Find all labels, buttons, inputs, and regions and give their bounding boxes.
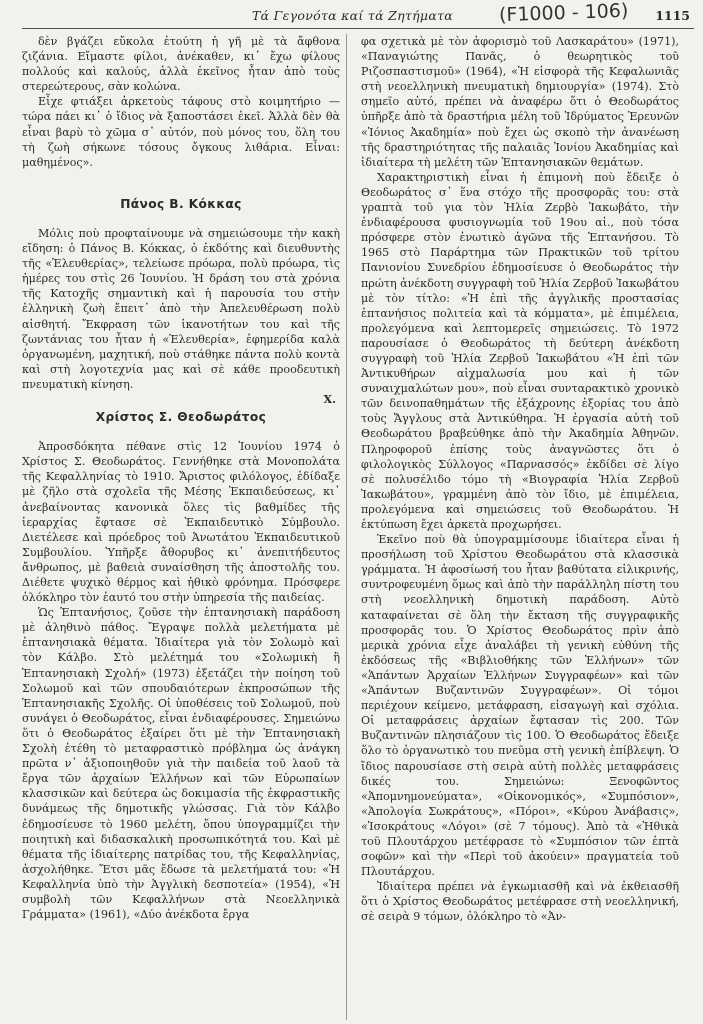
- paragraph: Εἶχε φτιάξει ἀρκετοὺς τάφους στὸ κοιμητήριο — τώρα πάει κι᾿ ὁ ἴδιος νὰ ξαποστάσει ἐκεῖ. Ἀλλὰ δὲν θὰ εἶναι βαρὺ τὸ χῶμα σ᾿ αὐτόν, ποὺ μόνος του, ὅλη του τὴ ζωὴ σήκωνε τόσους ὄγκους λιθάρια. Εἶναι: μαθημένος».: [22, 95, 340, 169]
- paragraph: Ὡς Ἑπτανήσιος, ζοῦσε τὴν ἑπτανησιακὴ παράδοση μὲ ἀληθινὸ πάθος. Ἔγραψε πολλὰ μελετήματα μὲ ἑπτανησιακὰ θέματα. Ἰδιαίτερα γιὰ τὸν Σολωμὸ καὶ τὸν Κάλβο. Στὸ μελέτημά του «Σολωμικὴ ἢ Ἑπτανησιακὴ Σχολή» (1973) ἐξετάζει τὴν ποίηση τοῦ Σολωμοῦ καὶ τῶν σπουδαιότερων ἐκπροσώπων τῆς Ἑπτανησιακῆς Σχολῆς. Οἱ ὑποθέσεις τοῦ Σολωμοῦ, ποὺ συνάγει ὁ Θεοδωράτος, εἶναι ἐνδιαφέρουσες. Σημειώνω ὅτι ὁ Θεοδωράτος ἐξαίρει ὅτι μὲ τὴν Ἑπτανησιακὴ Σχολὴ ἐτέθη τὸ μεταφραστικὸ πρόβλημα ὡς ἀνάγκη πρῶτα ν᾿ ἀξιοποιηθοῦν γιὰ τὴν παιδεία τοῦ λαοῦ τὰ ἔργα τῶν ἀρχαίων Ἑλλήνων καὶ τῶν Εὐρωπαίων κλασσικῶν καὶ δεύτερα ὡς δοκιμασία τῆς ἐκφραστικῆς δυνάμεως τῆς δημοτικῆς γλώσσας. Γιὰ τὸν Κάλβο ἐδημοσίευσε τὸ 1960 μελέτη, ὅπου ὑπογραμμίζει τὴν ποιητικὴ καὶ διδασκαλικὴ προσωπικότητά του. Καὶ μὲ θέματα τῆς ἰδιαίτερης πατρίδας του, τῆς Κεφαλληνίας, ἀσχολήθηκε. Ἔτσι μᾶς ἔδωσε τὰ μελετήματά του: «Ἡ Κεφαλληνία ὑπὸ τὴν Ἀγγλικὴ δεσποτεία» (1954), «Ἡ συμβολὴ τῶν Κεφαλλήνων στὰ Νεοελληνικὰ Γράμματα» (1961), «Δύο ἀνέκδοτα ἔργα: [22, 606, 340, 922]
- paragraph: Ἰδιαίτερα πρέπει νὰ ἐγκωμιασθῆ καὶ νὰ ἐκθειασθῆ ὅτι ὁ Χρίστος Θεοδωράτος μετέφρασε στὴ νεοελληνική, σὲ σειρὰ 9 τόμων, ὁλόκληρο τὸ «Ἀν-: [361, 880, 679, 924]
- paragraph: φα σχετικὰ μὲ τὸν ἀφορισμὸ τοῦ Λασκαράτου» (1971), «Παναγιώτης Πανᾶς, ὁ θεωρητικὸς τοῦ Ριζοσπαστισμοῦ» (1964), «Ἡ εἰσφορὰ τῆς Κεφαλωνιᾶς στὴ νεοελληνικὴ πνευματικὴ δημιουργία» (1974). Στὸ σημεῖο αὐτό, πρέπει νὰ ἀναφέρω ὅτι ὁ Θεοδωράτος ὑπῆρξε ἀπὸ τὰ δραστήρια μέλη τοῦ Ἱδρύματος Ἐρευνῶν «Ἰόνιος Ἀκαδημία» ποὺ ἔχει ὡς σκοπὸ τὴν ἀνανέωση τῆς δραστηριότητας τῆς παλαιᾶς Ἰονίου Ἀκαδημίας καὶ ἰδιαίτερα τὴ μελέτη τῶν Ἑπτανησιακῶν θεμάτων.: [361, 35, 679, 169]
- author-signature: Χ.: [323, 392, 336, 406]
- obituary-heading-kokkas: Πάνος Β. Κόκκας: [120, 196, 242, 211]
- paragraph: δὲν βγάζει εὔκολα ἐτούτη ἡ γῆ μὲ τὰ ἄφθονα ζιζάνια. Εἴμαστε φίλοι, ἀνέκαθεν, κι᾿ ἔχω φίλους πολλούς καὶ καλούς, ἀλλὰ ἐκεῖνος ἦταν ἀπὸ τοὺς στερεώτερους, σὰν κολώνα.: [22, 35, 340, 94]
- right-column: [361, 34, 679, 1020]
- paragraph: Μόλις ποὺ προφταίνουμε νὰ σημειώσουμε τὴν κακὴ εἴδηση: ὁ Πάνος Β. Κόκκας, ὁ ἐκδότης καὶ διευθυντὴς τῆς «Ἐλευθερίας», τελείωσε πρόωρα, πολὺ πρόωρα, τὶς ἡμέρες του στὶς 26 Ἰουνίου. Ἡ δράση του στὰ χρόνια τῆς Κατοχῆς σημαντικὴ καὶ ἡ παρουσία του στὴν ἑλληνικὴ ζωὴ ἔπειτ᾿ ἀπὸ τὴν Ἀπελευθέρωση πολὺ αἰσθητή. Ἔκφραση τῶν ἱκανοτήτων του καὶ τῆς ζωντάνιας του ἦταν ἡ «Ἐλευθερία», ἐφημερίδα καλὰ ὀργανωμένη, μαχητική, ποὺ στάθηκε πάντα πολὺ κοντὰ καὶ στὴ λογοτεχνία μας καὶ σὲ κάθε προοδευτικὴ πνευματικὴ κίνηση.: [22, 226, 340, 391]
- paragraph: Χαρακτηριστικὴ εἶναι ἡ ἐπιμονὴ ποὺ ἔδειξε ὁ Θεοδωράτος σ᾿ ἕνα στόχο τῆς προσφορᾶς του: στὰ γραπτὰ τοῦ για τὸν Ἠλία Ζερβὸ Ἰακωβάτο, τὴν ἐνδιαφέρουσα φυσιογνωμία τοῦ 19ου αἰ., ποὺ τόσα πρόσφερε στὸν ἑνωτικὸ ἀγῶνα τῆς Ἑπτανήσου. Τὸ 1965 στὸ Παράρτημα τῶν Πρακτικῶν τοῦ τρίτου Πανιονίου Συνεδρίου ἐδημοσίευσε ὁ Θεοδωράτος τὴν πρώτη ἀνέκδοτη συγγραφὴ τοῦ Ἠλία Ζερβοῦ Ἰακωβάτου μὲ τὸν τίτλο: «Ἡ ἐπὶ τῆς ἀγγλικῆς προστασίας ἑπτανήσιος πολιτεία καὶ τὰ κόμματα», μὲ ἐπιμέλεια, προλεγόμενα καὶ λεπτομερεῖς σημειώσεις. Τὸ 1972 παρουσίασε ὁ Θεοδωράτος τὴ δεύτερη ἀνέκδοτη συγγραφὴ τοῦ Ἠλία Ζερβοῦ Ἰακωβάτου «Ἡ ἐπὶ τῶν Ἀντικυθήρων αἰχμαλωσία μου καὶ ἡ τῶν συναιχμαλώτων μου», ποὺ εἶναι συνταρακτικὸ χρονικὸ τῶν δεινοπαθημάτων τῆς ἐξάχρονης ἐξορίας του ἀπὸ τοὺς Ἄγγλους στὰ Ἀντικύθηρα. Ἡ ἐργασία αὐτὴ τοῦ Θεοδωράτου βραβεύθηκε ἀπὸ τὴν Ἀκαδημία Ἀθηνῶν. Πληροφοροῦ ἐπίσης τοὺς ἀναγνῶστες ὅτι ὁ φιλολογικὸς Σύλλογος «Παρνασσός» ἐκδίδει σὲ λίγο σὲ πολυσέλιδο τόμο τὴ «Βιογραφία Ἠλία Ζερβοῦ Ἰακωβάτου», γραμμένη ἀπὸ τὸν ἴδιο, μὲ ἐπιμέλεια, προλεγόμενα καὶ σημειώσεις τοῦ Θεοδωράτου. Ἡ ἐκτύπωση ἔχει ἀρκετὰ προχωρήσει.: [361, 170, 679, 531]
- page-number: 1115: [655, 8, 690, 23]
- column-divider: [346, 34, 347, 1020]
- paragraph: Ἀπροσδόκητα πέθανε στὶς 12 Ἰουνίου 1974 ὁ Χρίστος Σ. Θεοδωράτος. Γεννήθηκε στὰ Μονοπολάτα τῆς Κεφαλληνίας τὸ 1910. Ἄριστος φιλόλογος, ἐδίδαξε μὲ ζῆλο στὰ σχολεῖα τῆς Μέσης Ἐκπαιδεύσεως, κι᾿ ἀνεβαίνοντας κανονικὰ ὅλες τὶς βαθμίδες τῆς ἱεραρχίας ἔφτασε σὲ Ἐκπαιδευτικὸ Σύμβουλο. Διετέλεσε καὶ πρόεδρος τοῦ Ἀνωτάτου Ἐκπαιδευτικοῦ Συμβουλίου. Ὑπῆρξε ἄθορυβος κι᾿ ἀνεπιτήδευτος ἄνθρωπος, μὲ βαθειὰ συναίσθηση τῆς ἀποστολῆς του. Διέθετε ψυχικὸ θέρμος καὶ ἠθικὸ φρόνημα. Πρόσφερε ὁλόκληρο τὸν ἑαυτό του στὴν ὑπηρεσία τῆς παιδείας.: [22, 440, 340, 605]
- handwritten-note: (F1000 - 106): [498, 0, 629, 27]
- running-title: Τά Γεγονότα καί τά Ζητήματα: [252, 8, 454, 23]
- obituary-heading-theodoratos: Χρίστος Σ. Θεοδωράτος: [95, 410, 267, 425]
- running-header: [22, 0, 694, 29]
- paragraph: Ἐκεῖνο ποὺ θὰ ὑπογραμμίσουμε ἰδιαίτερα εἶναι ἡ προσήλωση τοῦ Χρίστου Θεοδωράτου στὰ κλασσικὰ γράμματα. Ἡ ἀφοσίωσή του ἦταν βαθύτατα εἰλικρινής, συντροφευμένη ὅμως καὶ ἀπὸ τὴν παράλληλη πίστη του στὴ νεοελληνικὴ δημοτικὴ παράδοση. Αὐτὸ καταφαίνεται σὲ ὅλη τὴν ἔκταση τῆς συγγραφικῆς προσφορᾶς του. Ὁ Χρίστος Θεοδωράτος πρὶν ἀπὸ μερικὰ χρόνια εἶχε ἀναλάβει τὴ γενικὴ εὐθύνη τῆς ἐκδόσεως τῆς «Βιβλιοθήκης τῶν Ἑλλήνων» τῶν «Ἁπάντων Ἀρχαίων Ἑλλήνων Συγγραφέων» καὶ τῶν «Ἁπάντων Βυζαντινῶν Συγγραφέων». Οἱ τόμοι περιέχουν κείμενο, μετάφραση, εἰσαγωγὴ καὶ σχόλια. Οἱ μεταφράσεις ἀρχαίων ἔφτασαν τὶς 200. Τῶν Βυζαντινῶν πλησιάζουν τὶς 100. Ὁ Θεοδωράτος ἔδειξε ὅλο τὸ ὀργανωτικὸ του πνεῦμα στὴ γενικὴ ἐπίβλεψη. Ὁ ἴδιος παρουσίασε στὴ σειρὰ αὐτὴ πολλὲς μεταφράσεις δικές του. Σημειώνω: Ξενοφῶντος «Ἀπομνημονεύματα», «Οἰκονομικός», «Συμπόσιον», «Ἀπολογία Σωκράτους», «Πόροι», «Κύρου Ἀνάβασις», «Ἰσοκράτους «Λόγοι» (σὲ 7 τόμους). Ἀπὸ τὰ «Ἠθικὰ τοῦ Πλουτάρχου μετέφρασε τὸ «Συμπόσιον τῶν ἑπτὰ σοφῶν» καὶ τὴν «Περὶ τοῦ ἀκούειν» πραγματεία τοῦ Πλουτάρχου.: [361, 533, 679, 879]
- left-column: [22, 34, 340, 1020]
